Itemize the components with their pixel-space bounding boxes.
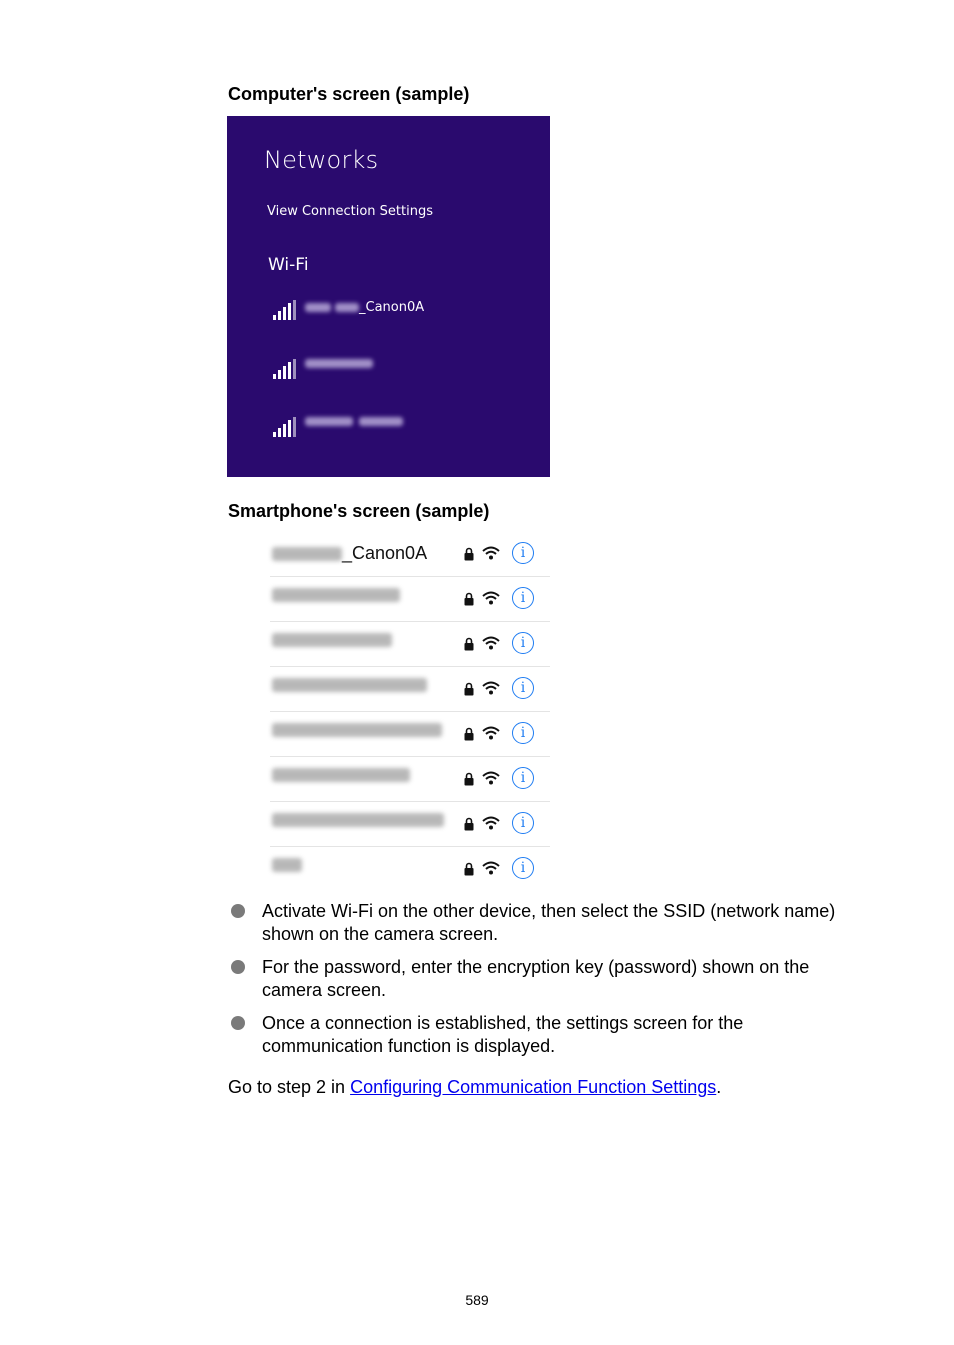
network-name: _Canon0A <box>305 300 424 315</box>
bullet-icon <box>231 960 245 974</box>
list-item: Activate Wi-Fi on the other device, then select the SSID (network name) shown on the camera screen. <box>228 900 868 946</box>
wifi-icon <box>482 860 500 876</box>
wifi-icon <box>482 590 500 606</box>
bullet-icon <box>231 1016 245 1030</box>
wifi-section-heading: Wi-Fi <box>268 255 309 275</box>
lock-icon <box>464 727 474 741</box>
network-name <box>272 768 410 782</box>
smartphone-network-list <box>270 532 550 891</box>
phone-network-row[interactable] <box>270 802 550 847</box>
lock-icon <box>464 592 474 606</box>
lock-icon <box>464 772 474 786</box>
info-icon[interactable]: i <box>512 767 534 789</box>
wifi-signal-icon <box>273 300 297 320</box>
info-icon[interactable]: i <box>512 812 534 834</box>
windows-network-item[interactable] <box>273 359 533 381</box>
windows-network-item[interactable] <box>273 417 533 439</box>
phone-network-row[interactable] <box>270 757 550 802</box>
wifi-signal-icon <box>273 417 297 437</box>
lock-icon <box>464 547 474 561</box>
wifi-icon <box>482 680 500 696</box>
phone-network-row[interactable] <box>270 577 550 622</box>
windows-network-item[interactable] <box>273 300 533 322</box>
wifi-icon <box>482 770 500 786</box>
configuring-communication-link[interactable]: Configuring Communication Function Settings <box>350 1077 717 1097</box>
network-name <box>272 813 444 827</box>
goto-instruction: Go to step 2 in Configuring Communication Function Settings. <box>228 1077 722 1097</box>
phone-network-row[interactable] <box>270 667 550 712</box>
network-name <box>272 858 302 872</box>
network-name <box>272 633 392 647</box>
wifi-icon <box>482 635 500 651</box>
phone-network-row[interactable] <box>270 712 550 757</box>
instruction-list <box>228 900 868 1068</box>
smartphone-screen-caption: Smartphone's screen (sample) <box>228 501 490 521</box>
info-icon[interactable]: i <box>512 722 534 744</box>
phone-network-row[interactable] <box>270 532 550 577</box>
list-item: Once a connection is established, the settings screen for the communication function is displayed. <box>228 1012 868 1058</box>
network-name: _Canon0A <box>272 543 427 564</box>
network-name <box>272 678 427 692</box>
network-name <box>272 588 400 602</box>
wifi-icon <box>482 725 500 741</box>
network-name-blurred <box>305 417 403 426</box>
network-name-blurred <box>305 359 373 368</box>
info-icon[interactable]: i <box>512 542 534 564</box>
info-icon[interactable]: i <box>512 587 534 609</box>
networks-title: Networks <box>264 146 379 174</box>
lock-icon <box>464 637 474 651</box>
info-icon[interactable]: i <box>512 677 534 699</box>
info-icon[interactable]: i <box>512 632 534 654</box>
lock-icon <box>464 682 474 696</box>
bullet-icon <box>231 904 245 918</box>
lock-icon <box>464 817 474 831</box>
network-name <box>272 723 442 737</box>
windows-networks-panel <box>227 116 550 477</box>
computer-screen-caption: Computer's screen (sample) <box>228 84 470 104</box>
wifi-icon <box>482 815 500 831</box>
phone-network-row[interactable] <box>270 622 550 667</box>
wifi-icon <box>482 545 500 561</box>
list-item: For the password, enter the encryption key (password) shown on the camera screen. <box>228 956 868 1002</box>
view-connection-settings-link[interactable]: View Connection Settings <box>267 204 433 219</box>
lock-icon <box>464 862 474 876</box>
phone-network-row[interactable] <box>270 847 550 891</box>
info-icon[interactable]: i <box>512 857 534 879</box>
wifi-signal-icon <box>273 359 297 379</box>
page-number: 589 <box>465 1292 489 1308</box>
